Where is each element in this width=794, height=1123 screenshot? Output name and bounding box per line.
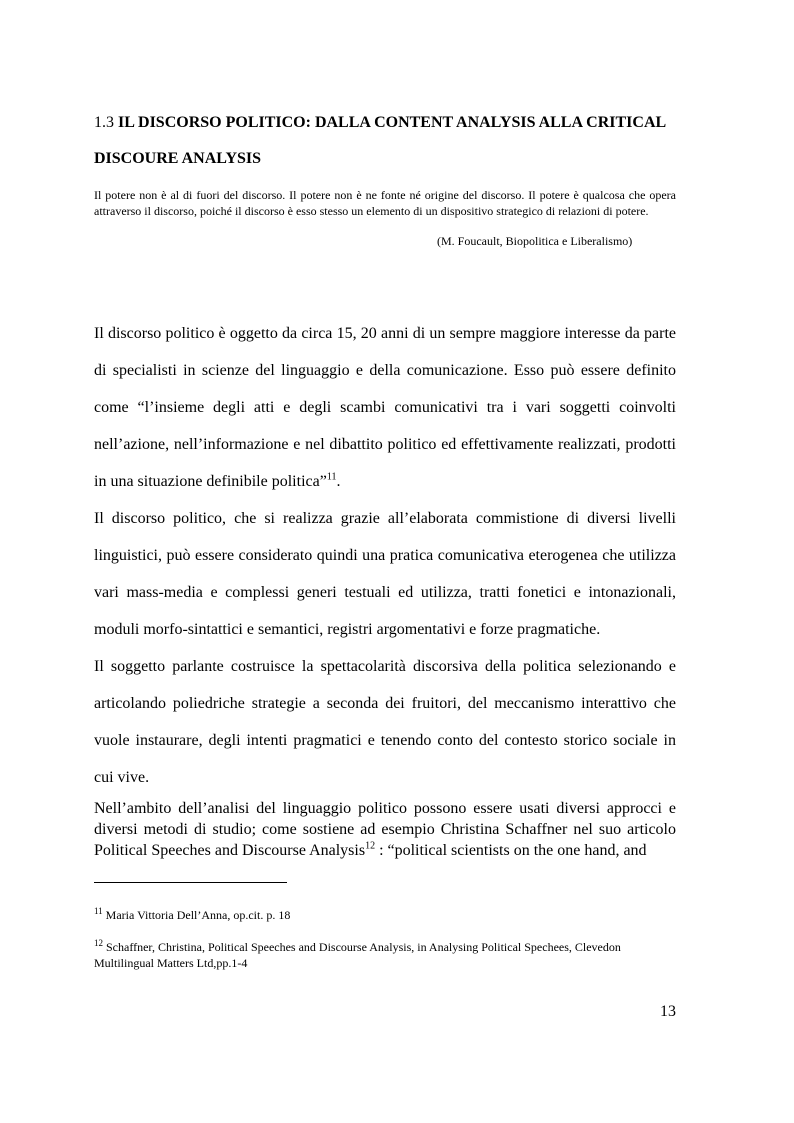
footnote-separator: [94, 882, 287, 883]
footnote-11: [94, 907, 654, 923]
paragraph-2: Il discorso politico, che si realizza grazie all’elaborata commistione di diversi livelli linguistici, può essere considerato quindi una pratica comunicativa eterogenea che utilizza vari mass-media e complessi generi testuali ed utilizza, tratti fonetici e intonazionali, moduli morfo-sintattici e semantici, registri argomentativi e forze pragmatiche.: [94, 510, 676, 638]
footnote-text: Maria Vittoria Dell’Anna, op.cit. p. 18: [102, 908, 291, 922]
paragraph-1: [94, 315, 676, 500]
paragraph-1-end: .: [336, 473, 341, 490]
footnote-ref-12[interactable]: 12: [365, 840, 376, 852]
footnote-text: Schaffner, Christina, Political Speeches and Discourse Analysis, in Analysing Political Spechees, Clevedon Multilingual Matters Ltd,pp.1-4: [94, 940, 621, 970]
paragraph-4: [94, 798, 676, 861]
footnote-ref-11[interactable]: 11: [326, 471, 337, 483]
paragraph-3: Il soggetto parlante costruisce la spettacolarità discorsiva della politica selezionando e articolando poliedriche strategie a seconda dei fruitori, del meccanismo interattivo che vuole instaurare, degli intenti pragmatici e tenendo conto del contesto storico sociale in cui vive.: [94, 658, 676, 786]
section-title: IL DISCORSO POLITICO: DALLA CONTENT ANALYSIS ALLA CRITICAL: [118, 114, 667, 131]
epigraph-attribution: (M. Foucault, Biopolitica e Liberalismo): [437, 234, 633, 248]
paragraph-1-text: Il discorso politico è oggetto da circa 15, 20 anni di un sempre maggiore interesse da parte di specialisti in scienze del linguaggio e della comunicazione. Esso può essere definito come “l’insieme degli atti e degli scambi comunicativi tra i vari soggetti coinvolti nell’azione, nell’informazione e nel dibattito politico ed effettivamente realizzati, prodotti in una situazione definibile politica”: [94, 325, 676, 490]
paragraph-4-end: : “political scientists on the one hand, and: [375, 842, 647, 859]
footnote-12: [94, 939, 654, 971]
section-heading-line2: DISCOURE ANALYSIS: [94, 150, 262, 167]
paragraph-4-text: Nell’ambito dell’analisi del linguaggio politico possono essere usati diversi approcci e diversi metodi di studio; come sostiene ad esempio Christina Schaffner nel suo articolo Political Speeches and Discourse Analysis: [94, 800, 676, 859]
page-number: 13: [660, 1003, 676, 1020]
section-number: 1.3: [94, 114, 114, 131]
footnote-mark: 11: [94, 906, 103, 916]
footnote-mark: 12: [94, 938, 103, 948]
section-heading-line1: [94, 114, 684, 132]
epigraph: Il potere non è al di fuori del discorso. Il potere non è ne fonte né origine del discorso. Il potere è qualcosa che opera attraverso il discorso, poiché il discorso è esso stesso un elemento di un dispositivo strategico di relazioni di potere.: [94, 188, 676, 218]
